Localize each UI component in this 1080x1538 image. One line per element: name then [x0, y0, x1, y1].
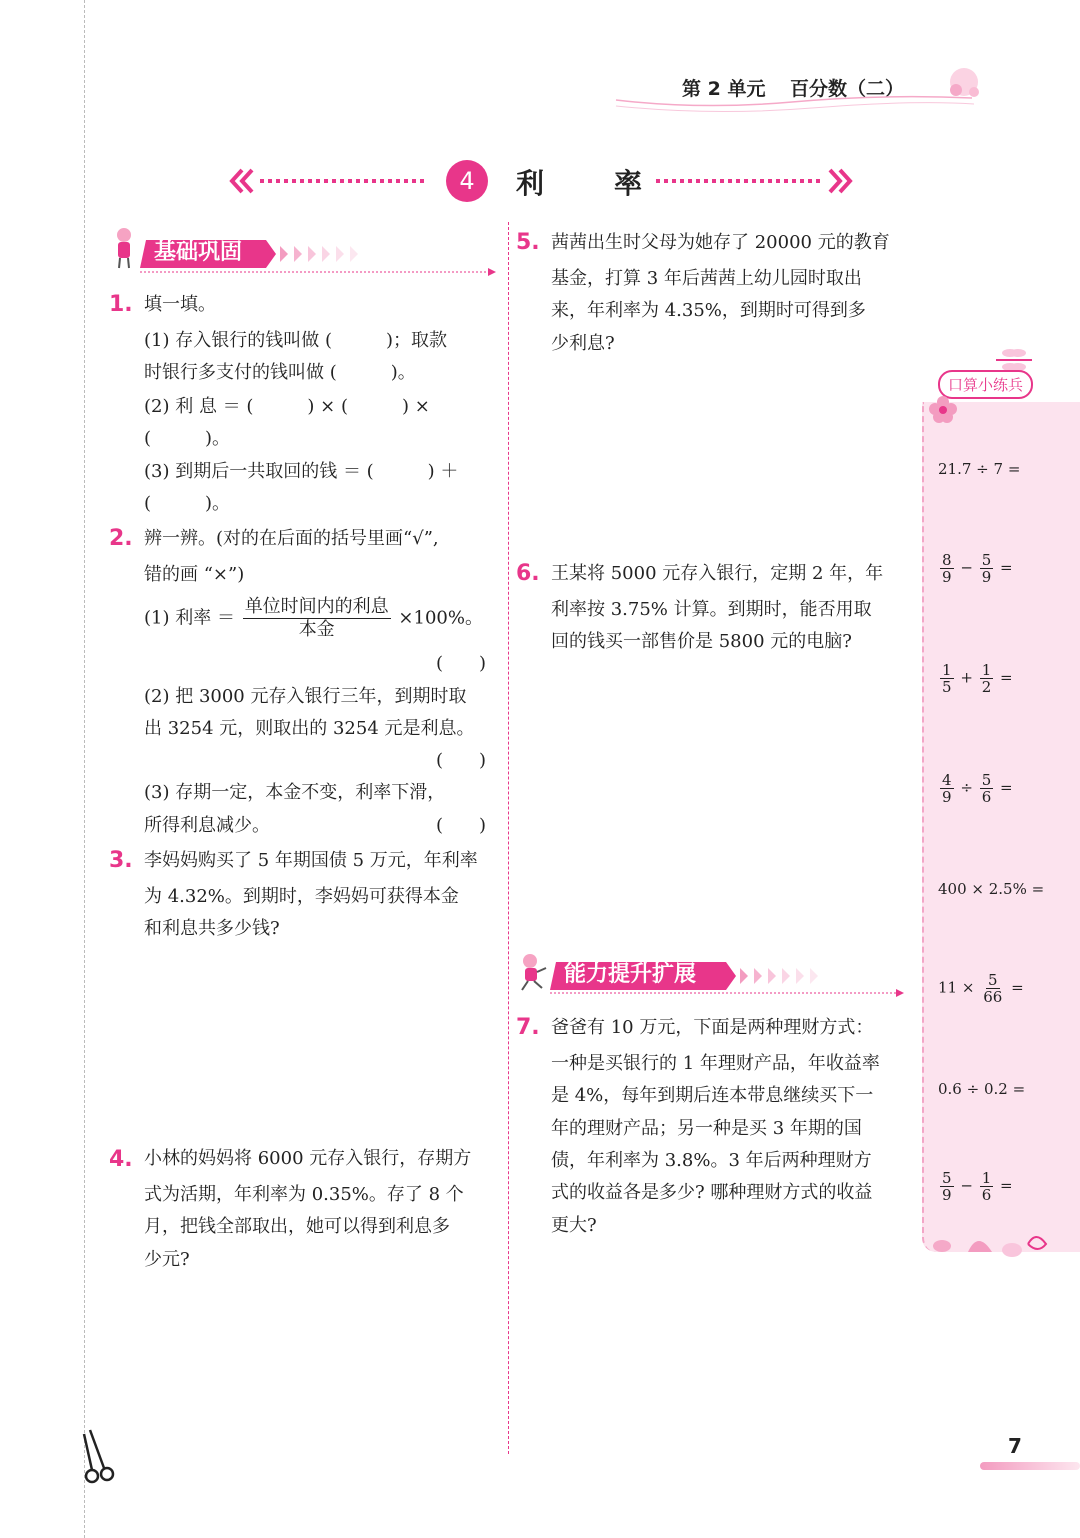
q7-line7: 更大? [551, 1215, 597, 1236]
lesson-title-char1: 利 [516, 167, 545, 200]
q2-s1-formula [144, 596, 483, 641]
eq3-frac-a: $\frac{1}{5}$ [942, 661, 952, 696]
section-advanced-label: 能力提升扩展 [564, 962, 697, 987]
eq8-frac-a: $\frac{5}{9}$ [942, 1169, 952, 1204]
section-basic-label: 基础巩固 [154, 240, 243, 265]
q2-s2-line1: (2) 把 3000 元存入银行三年，到期时取 [144, 686, 467, 707]
mental-eq-8: $\frac{5}{9}$ − $\frac{1}{6}$ = [942, 1169, 1013, 1204]
shell-decoration-icon [928, 1222, 1058, 1272]
q6-number: 6. [516, 561, 540, 586]
q5-line3: 来，年利率为 4.35%，到期时可得到多 [551, 300, 866, 321]
q5-line4: 少利息? [551, 333, 615, 354]
q2-s2-answer-paren[interactable]: ( ) [436, 750, 487, 771]
mental-math-panel [922, 402, 1080, 1252]
q7-line2: 一种是买银行的 1 年理财产品，年收益率 [551, 1053, 880, 1074]
q6-line2: 利率按 3.75% 计算。到期时，能否用取 [551, 599, 872, 620]
q6-line3: 回的钱买一部售价是 5800 元的电脑? [551, 631, 852, 652]
q1-line2: 时银行多支付的钱叫做 ( )。 [144, 362, 416, 383]
rate-fraction [243, 596, 391, 641]
mental-eq-4: $\frac{4}{9}$ ÷ $\frac{5}{6}$ = [942, 771, 1013, 806]
q6-line1: 王某将 5000 元存入银行，定期 2 年，年 [551, 563, 884, 584]
q7-line4: 年的理财产品；另一种是买 3 年期的国 [551, 1118, 862, 1139]
eq4-frac-b: $\frac{5}{6}$ [981, 771, 992, 806]
q2-s3-line2: 所得利息减少。 [144, 815, 270, 836]
q5-number: 5. [516, 230, 540, 255]
header-decoration [612, 62, 992, 122]
title-left-arrows [228, 166, 428, 200]
q4-line2: 式为活期，年利率为 0.35%。存了 8 个 [144, 1184, 464, 1205]
q1-line5: (3) 到期后一共取回的钱 ＝ ( ) ＋ [144, 461, 459, 482]
rate-fraction-numerator: 单位时间内的利息 [244, 596, 389, 617]
eq2-frac-a: $\frac{8}{9}$ [942, 551, 952, 586]
q1-line4: ( )。 [144, 428, 231, 449]
q2-s1-answer-paren[interactable]: ( ) [436, 653, 487, 674]
lesson-number-badge: 4 [446, 160, 488, 202]
q5-line1: 茜茜出生时父母为她存了 20000 元的教育 [551, 232, 890, 253]
cut-line [84, 0, 85, 1538]
eq4-frac-a: $\frac{4}{9}$ [942, 771, 952, 806]
girl-mascot-icon [110, 226, 138, 274]
q2-s3-answer-paren[interactable]: ( ) [436, 815, 487, 836]
q2-s1-suffix: ×100%。 [398, 607, 483, 629]
q1-line1: (1) 存入银行的钱叫做 ( )；取款 [144, 330, 447, 351]
q3-line3: 和利息共多少钱? [144, 918, 280, 939]
q2-s1-prefix: (1) 利率 ＝ [144, 607, 235, 629]
q1-line6: ( )。 [144, 493, 231, 514]
mental-eq-7: 0.6 ÷ 0.2 = [938, 1080, 1026, 1098]
q7-line6: 式的收益各是多少? 哪种理财方式的收益 [551, 1182, 873, 1203]
mental-math-label: 口算小练兵 [938, 370, 1033, 399]
eq6-frac: $\frac{5}{66}$ [983, 971, 1003, 1006]
q3-number: 3. [109, 848, 133, 873]
q7-number: 7. [516, 1015, 540, 1040]
lesson-title-char2: 率 [614, 167, 643, 200]
rate-fraction-denominator: 本金 [298, 619, 335, 640]
q3-line1: 李妈妈购买了 5 年期国债 5 万元，年利率 [144, 850, 478, 871]
q7-line1: 爸爸有 10 万元，下面是两种理财方式： [551, 1017, 874, 1038]
scissors-icon [80, 1428, 120, 1488]
q1-line3: (2) 利 息 ＝ ( ) × ( ) × [144, 396, 430, 417]
q7-line3: 是 4%，每年到期后连本带息继续买下一 [551, 1085, 874, 1106]
q1-title: 填一填。 [144, 294, 216, 315]
q4-number: 4. [109, 1147, 133, 1172]
eq2-frac-b: $\frac{5}{9}$ [981, 551, 992, 586]
mental-eq-1: 21.7 ÷ 7 = [938, 460, 1021, 478]
q4-line4: 少元? [144, 1249, 190, 1270]
mental-eq-5: 400 × 2.5% = [938, 880, 1045, 898]
flower-icon [926, 394, 960, 428]
column-divider [508, 222, 509, 1454]
q2-number: 2. [109, 526, 133, 551]
q2-s2-line2: 出 3254 元，则取出的 3254 元是利息。 [144, 718, 475, 739]
q5-line2: 基金，打算 3 年后茜茜上幼儿园时取出 [551, 268, 862, 289]
q7-line5: 债，年利率为 3.8%。3 年后两种理财方 [551, 1150, 872, 1171]
q2-line2: 错的画 “×”) [144, 564, 245, 585]
q4-line1: 小林的妈妈将 6000 元存入银行，存期方 [144, 1148, 472, 1169]
mental-eq-3: $\frac{1}{5}$ + $\frac{1}{2}$ = [942, 661, 1013, 696]
girl-running-icon [516, 952, 550, 996]
eq8-frac-b: $\frac{1}{6}$ [981, 1169, 992, 1204]
mental-eq-2: $\frac{8}{9}$ − $\frac{5}{9}$ = [942, 551, 1013, 586]
title-right-arrows [654, 166, 854, 200]
q4-line3: 月，把钱全部取出，她可以得到利息多 [144, 1216, 450, 1237]
unit-title: 百分数（二） [790, 78, 905, 100]
eq3-frac-b: $\frac{1}{2}$ [981, 661, 992, 696]
page-number: 7 [1008, 1434, 1022, 1458]
q2-line1: 辨一辨。(对的在后面的括号里画“√”, [144, 528, 439, 549]
q1-number: 1. [109, 292, 133, 317]
unit-label: 第 2 单元 [682, 78, 766, 100]
page-number-bar [980, 1462, 1080, 1470]
q2-s3-line1: (3) 存期一定，本金不变，利率下滑， [144, 782, 446, 803]
mental-eq-6: 11 × $\frac{5}{66}$ = [938, 971, 1024, 1006]
q3-line2: 为 4.32%。到期时，李妈妈可获得本金 [144, 886, 459, 907]
